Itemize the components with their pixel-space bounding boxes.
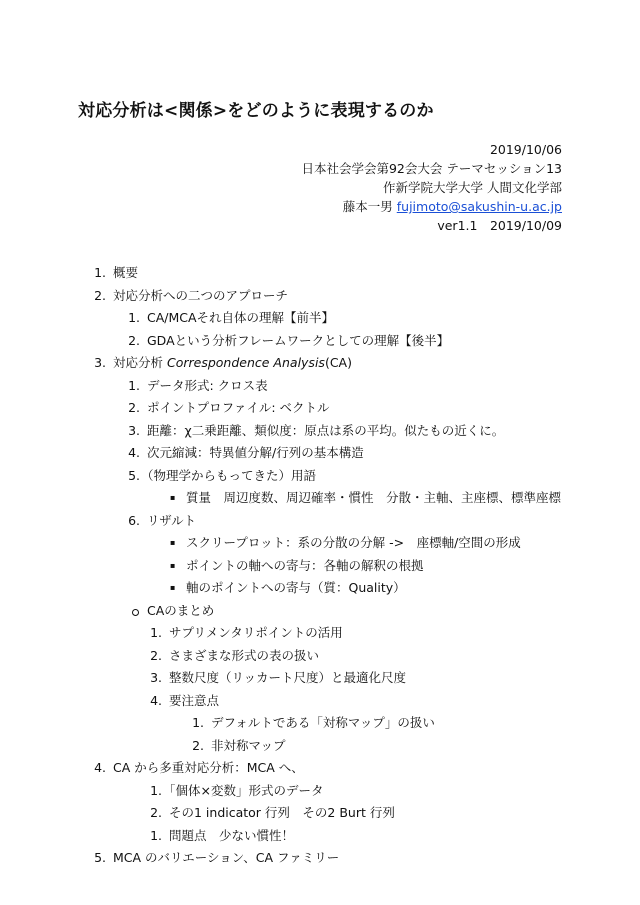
outline-item: 2. 対応分析への二つのアプローチ	[94, 287, 289, 303]
outline-item: 1. 問題点 少ない慣性！	[150, 827, 295, 843]
outline-item: 4. CA から多重対応分析：MCA へ、	[94, 760, 304, 775]
outline-item: 6. リザルト	[128, 512, 197, 528]
outline-item: 1. 概要	[94, 265, 139, 280]
outline-item: ▪ スクリープロット：系の分散の分解 -> 座標軸/空間の形成	[0, 532, 640, 555]
outline-item: 2. GDAという分析フレームワークとしての理解【後半】	[128, 332, 450, 348]
outline-item: 4. 次元縮減：特異値分解/行列の基本構造	[128, 445, 364, 460]
outline-item: 2. さまざまな形式の表の扱い	[150, 647, 320, 663]
square-bullet-icon: ▪	[170, 493, 176, 502]
meta-author-line	[301, 197, 562, 216]
outline-item: 1. データ形式: クロス表	[128, 377, 268, 393]
meta-author: 藤本一男	[342, 199, 393, 214]
meta-version: ver1.1 2019/10/09	[437, 218, 562, 233]
square-bullet-icon: ▪	[170, 560, 176, 570]
outline-item: 2. その1 indicator 行列 その2 Burt 行列	[150, 805, 395, 820]
outline-item: ▪ 質量 周辺度数、周辺確率・慣性 分散・主軸、主座標、標準座標	[0, 487, 640, 510]
outline-item: 3. 距離：χ二乗距離、類似度：原点は系の平均。似たもの近くに。	[128, 422, 505, 438]
meta-affiliation: 作新学院大学大学 人間文化学部	[383, 180, 562, 195]
outline-item: 1. デフォルトである「対称マップ」の扱い	[192, 715, 435, 730]
document-title: 対応分析は<関係>をどのように表現するのか	[78, 101, 434, 121]
email-link[interactable]: fujimoto@sakushin-u.ac.jp	[396, 199, 562, 214]
meta-date: 2019/10/06	[489, 142, 562, 157]
outline-list	[0, 262, 640, 870]
document-meta	[301, 140, 562, 235]
outline-item: 1. サプリメンタリポイントの活用	[150, 625, 343, 640]
circle-bullet-icon	[132, 609, 139, 616]
outline-item: ▪ 軸のポイントへの寄与（質：Quality）	[0, 577, 640, 600]
square-bullet-icon: ▪	[170, 583, 176, 592]
outline-item: 3. 整数尺度（リッカート尺度）と最適化尺度	[150, 670, 407, 685]
outline-item: 3. 対応分析 Correspondence Analysis(CA)	[94, 355, 352, 370]
square-bullet-icon: ▪	[170, 538, 176, 547]
outline-item: 2. ポイントプロファイル: ベクトル	[128, 400, 330, 415]
outline-item: 1. 「個体×変数」形式のデータ	[150, 782, 324, 798]
outline-item: 2. 非対称マップ	[192, 737, 286, 753]
outline-item: CAのまとめ	[0, 600, 640, 623]
outline-item: 5. MCA のバリエーション、CA ファミリー	[94, 850, 340, 865]
outline-item: 1. CA/MCAそれ自体の理解【前半】	[128, 310, 335, 325]
outline-item: 4. 要注意点	[150, 692, 220, 708]
outline-item: ▪ ポイントの軸への寄与：各軸の解釈の根拠	[0, 555, 640, 578]
meta-event: 日本社会学会第92会大会 テーマセッション13	[301, 161, 562, 176]
outline-item: 5. （物理学からもってきた）用語	[128, 467, 317, 483]
